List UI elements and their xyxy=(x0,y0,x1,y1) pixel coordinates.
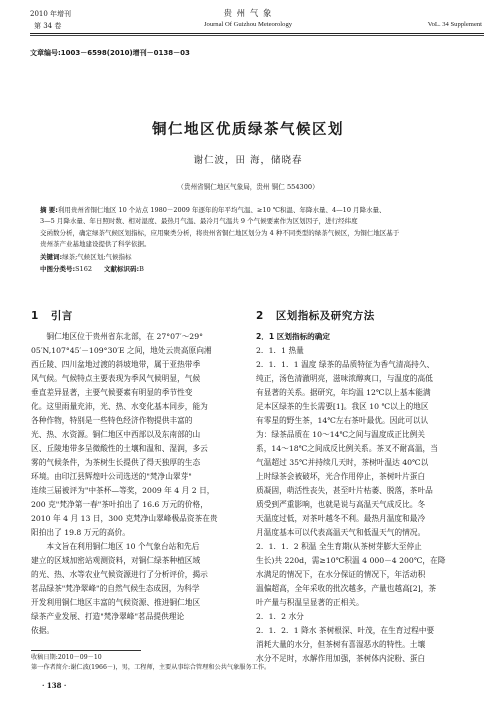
header-rule xyxy=(30,33,484,34)
text-line: 区、丘陵地带多呈微酸性的土壤和温和、湿润，多云 xyxy=(31,444,208,453)
text-line: 光、热、水资源。铜仁地区中西部以及东南部的山 xyxy=(31,430,201,439)
clc-code: S162 xyxy=(75,265,92,274)
text-line: 生长)共 220d，需≥10℃积温 4 000－4 200℃，在降 xyxy=(256,556,446,565)
text-line: 铜仁地区位于贵州省东北部，在 27°07′～29° xyxy=(46,332,203,341)
text-line: 系，14～18℃之间成反比例关系。茶叉不耐高温，当 xyxy=(256,444,438,453)
text-line: 水满足的情况下，在水分保证的情况下，年活动积 xyxy=(256,570,426,579)
page-number: · 138 · xyxy=(42,681,67,690)
author-bio: 第一作者简介:谢仁波(1966－)，男，工程师，主要从事综合管理和公共气象服务工作。 xyxy=(31,663,271,671)
text-line: 气温超过 35℃并持续几天时，茶树叶温达 40℃以 xyxy=(256,458,429,467)
text-line: 阳拍出了 19.8 万元的高价。 xyxy=(31,528,130,537)
text-line: 消耗大量的水分，但茶树有喜湿恶水的特性。土壤 xyxy=(256,640,426,649)
text-line: 开发利用铜仁地区丰富的气候资源、推进铜仁地区 xyxy=(31,598,201,607)
abstract-line: 利用贵州省铜仁地区 10 个站点 1980－2009 年逐年的年平均气温、≥10 ℃积温、年降水量、4—10 月降水量、 xyxy=(57,206,386,214)
text-line: 质受到严重影响，也就是说与高温天气成反比。冬 xyxy=(256,500,426,509)
text-line: 雾的气候条件，为茶树生长提供了得天独厚的生态 xyxy=(31,458,201,467)
volume-en: VoL. 34 Supplement xyxy=(427,21,482,28)
text-line: 水分不足时，水解作用加强，茶树体内淀粉、蛋白 xyxy=(256,654,426,663)
section-2-heading xyxy=(256,308,375,323)
header-rule-thin xyxy=(30,35,484,36)
abstract-line: 贵州茶产业基地建设提供了科学依据。 xyxy=(40,239,151,248)
subsubsection-heading: 2．1．2 水分 xyxy=(256,612,304,621)
text-line: 天温度过低，对茶叶越冬不利。最热月温度和最冷 xyxy=(256,514,426,523)
article-id: 文章编号:1003－6598(2010)增刊－0138－03 xyxy=(30,49,190,57)
text-line: 本文旨在利用铜仁地区 10 个气象台站和先后 xyxy=(46,542,200,551)
text-line: 2．1．2．1 降水 茶树根深、叶茂，在生育过程中要 xyxy=(256,626,435,635)
keywords: 绿茶;气候区划;气候指标 xyxy=(62,253,132,262)
text-line: 2．1．1．2 积温 全生育期(从茶树芽膨大至停止 xyxy=(256,542,422,551)
text-line: 纯正，汤色清澈明亮，滋味浓醇爽口，与温度的高低 xyxy=(256,374,433,383)
received-date: 收稿日期:2010－09－10 xyxy=(31,654,102,661)
subsubsection-heading: 2．1．1 热量 xyxy=(256,346,304,355)
text-line: 绿茶产业发展、打造"梵净翠峰"茗品提供理论 xyxy=(31,612,185,621)
text-line: 2．1．1．1 温度 绿茶的品质特征为香气清高持久、 xyxy=(256,360,435,369)
volume-label: 第 34 卷 xyxy=(34,22,62,30)
section-number: 1 xyxy=(31,310,39,322)
text-line: 05′N,107°45′－109°30′E 之间，地处云贵高原向湘 xyxy=(31,346,212,355)
text-line: 环境。由印江县辉煌叶公司选送的"梵净山翠芽" xyxy=(31,472,192,481)
section-1-heading xyxy=(31,308,73,323)
text-line: 连续三届被评为"中茶杯—等奖，2009 年 4 月 2 日， xyxy=(31,486,215,495)
authors: 谢仁波，田 海，储晓春 xyxy=(193,155,303,166)
abstract xyxy=(40,205,472,276)
keywords-label: 关键词: xyxy=(40,253,63,262)
left-column xyxy=(31,330,248,638)
text-line: 200 克"梵净第一春"茶叶拍出了 16.6 万元的价格， xyxy=(31,500,208,509)
right-column xyxy=(256,330,473,666)
text-line: 质凝固，萌活性丧失，甚至叶片枯萎、脱落，茶叶品 xyxy=(256,486,433,495)
abstract-line: 3—5 月降水量、年日照时数、相对湿度、最热月气温、最冷月气温共 9 个气候要素作为区划因子，进行经纬度 xyxy=(40,217,358,226)
clc-label: 中图分类号: xyxy=(40,265,76,274)
text-line: 2010 年 4 月 13 日，300 克梵净山翠峰极品资茶在贵 xyxy=(31,514,218,523)
section-title: 区划指标及研究方法 xyxy=(275,310,375,322)
journal-title-cn: 贵 州 气 象 xyxy=(223,9,273,19)
text-line: 的光、热、水等农业气候资源进行了分析评价，揭示 xyxy=(31,570,208,579)
doc-code: B xyxy=(139,265,144,274)
text-line: 西丘陵、四川盆地过渡的斜坡地带，属于亚热带季 xyxy=(31,360,201,369)
section-title: 引言 xyxy=(50,310,73,322)
abstract-line: 交函数分析，确定绿茶气候区划指标，应用聚类分析，将贵州省铜仁地区划分为 4 种不同类型的绿茶气候区，为铜仁地区基于 xyxy=(40,228,400,237)
section-number: 2 xyxy=(256,310,264,322)
doc-code-label: 文献标识码: xyxy=(103,265,140,274)
text-line: 月温度基本可以代表高温天气和低温天气的情况。 xyxy=(256,528,426,537)
footnote xyxy=(31,653,270,672)
subsection-heading: 2．1 区划指标的确定 xyxy=(256,332,330,341)
affiliation: （贵州省铜仁地区气象局，贵州 铜仁 554300） xyxy=(177,183,319,191)
text-line: 足本区绿茶的生长需要[1]。我区 10 ℃以上的地区 xyxy=(256,402,429,411)
text-line: 为：绿茶品质在 10～14℃之间与温度成正比例关 xyxy=(256,430,425,439)
journal-title-en: Journal Of Guizhou Meteorology xyxy=(203,21,293,28)
footnote-rule xyxy=(31,650,141,651)
text-line: 温偏超高，全年采收的批次越多，产量也越高[2]，茶 xyxy=(256,584,437,593)
text-line: 有显著的关系。据研究，年均温 12℃以上基本能满 xyxy=(256,388,431,397)
text-line: 垂直差异显著，主要气候要素有明显的季节性变 xyxy=(31,388,193,397)
abstract-label: 摘 要: xyxy=(40,206,58,214)
text-line: 有零星的野生茶，14℃左右茶叶最优。因此可以认 xyxy=(256,416,429,425)
paper-title: 铜仁地区优质绿茶气候区划 xyxy=(152,122,344,138)
text-line: 建立的区域加密站观测资料，对铜仁绿茶种植区域 xyxy=(31,556,201,565)
text-line: 依据。 xyxy=(31,626,55,635)
text-line: 茗品绿茶"梵净翠峰"的自然气候生态成因，为科学 xyxy=(31,584,200,593)
issue-label: 2010 年增刊 xyxy=(30,10,72,18)
text-line: 上时绿茶会被破坏，光合作用停止，茶树叶片蛋白 xyxy=(256,472,426,481)
text-line: 风气候。气候特点主要表现为季风气候明显，气候 xyxy=(31,374,201,383)
text-line: 化。这里雨量充沛，光、热、水变化基本同步，能为 xyxy=(31,402,208,411)
text-line: 各种作物，特别是一些特色经济作物提供丰富的 xyxy=(31,416,193,425)
text-line: 叶产量与积温呈显著的正相关。 xyxy=(256,598,364,607)
